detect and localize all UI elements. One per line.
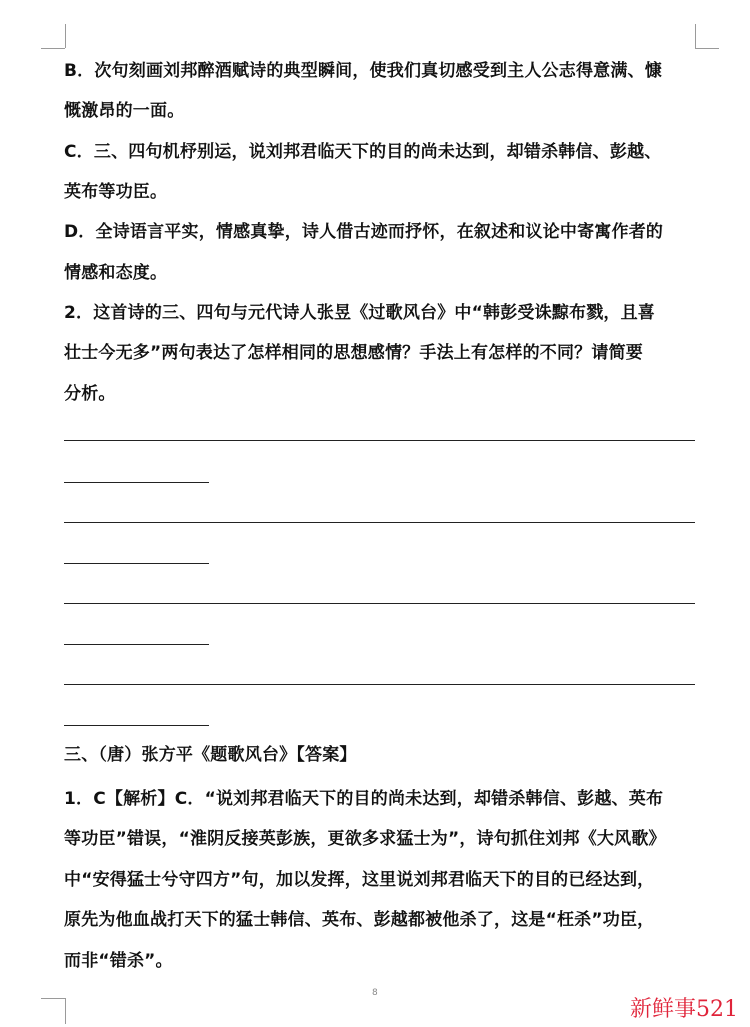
text-line: 壮士今无多”两句表达了怎样相同的思想感情？手法上有怎样的不同？请简要	[64, 343, 643, 363]
text-line: 慨激昂的一面。	[64, 101, 185, 121]
text-line: 中“安得猛士兮守四方”句，加以发挥，这里说刘邦君临天下的目的已经达到，	[64, 870, 655, 890]
text-line: 而非“错杀”。	[64, 951, 173, 971]
text-line: 情感和态度。	[64, 263, 168, 283]
text-line: B．次句刻画刘邦醉酒赋诗的典型瞬间，使我们真切感受到主人公志得意满、慷	[64, 61, 662, 81]
corner-mark-bottom-left-vertical	[65, 998, 66, 1024]
text-line: 原先为他血战打天下的猛士韩信、英布、彭越都被他杀了，这是“枉杀”功臣，	[64, 910, 655, 930]
text-line: 分析。	[64, 384, 116, 404]
text-line: 2．这首诗的三、四句与元代诗人张昱《过歌风台》中“韩彭受诛黥布戮，且喜	[64, 303, 655, 323]
answer-line	[64, 684, 695, 685]
corner-mark-top-right	[695, 48, 719, 49]
section-heading: 三、（唐）张方平《题歌风台》【答案】	[64, 745, 357, 765]
corner-mark-top-left-vertical	[65, 24, 66, 48]
answer-line	[64, 603, 695, 604]
corner-mark-bottom-left	[41, 998, 65, 999]
answer-line	[64, 482, 209, 483]
answer-line	[64, 725, 209, 726]
answer-line	[64, 440, 695, 441]
text-line: 1．C【解析】C．“说刘邦君临天下的目的尚未达到，却错杀韩信、彭越、英布	[64, 789, 664, 809]
text-line: 等功臣”错误，“淮阴反接英彭族，更欲多求猛士为”，诗句抓住刘邦《大风歌》	[64, 829, 666, 849]
text-line: C．三、四句机杼别运，说刘邦君临天下的目的尚未达到，却错杀韩信、彭越、	[64, 142, 662, 162]
answer-line	[64, 644, 209, 645]
answer-line	[64, 563, 209, 564]
corner-mark-top-left	[41, 48, 65, 49]
page-number: 8	[372, 988, 378, 998]
corner-mark-top-right-vertical	[695, 24, 696, 48]
answer-line	[64, 522, 695, 523]
text-line: 英布等功臣。	[64, 182, 168, 202]
text-line: D．全诗语言平实，情感真挚，诗人借古迹而抒怀，在叙述和议论中寄寓作者的	[64, 222, 664, 242]
watermark: 新鲜事521	[630, 997, 738, 1022]
